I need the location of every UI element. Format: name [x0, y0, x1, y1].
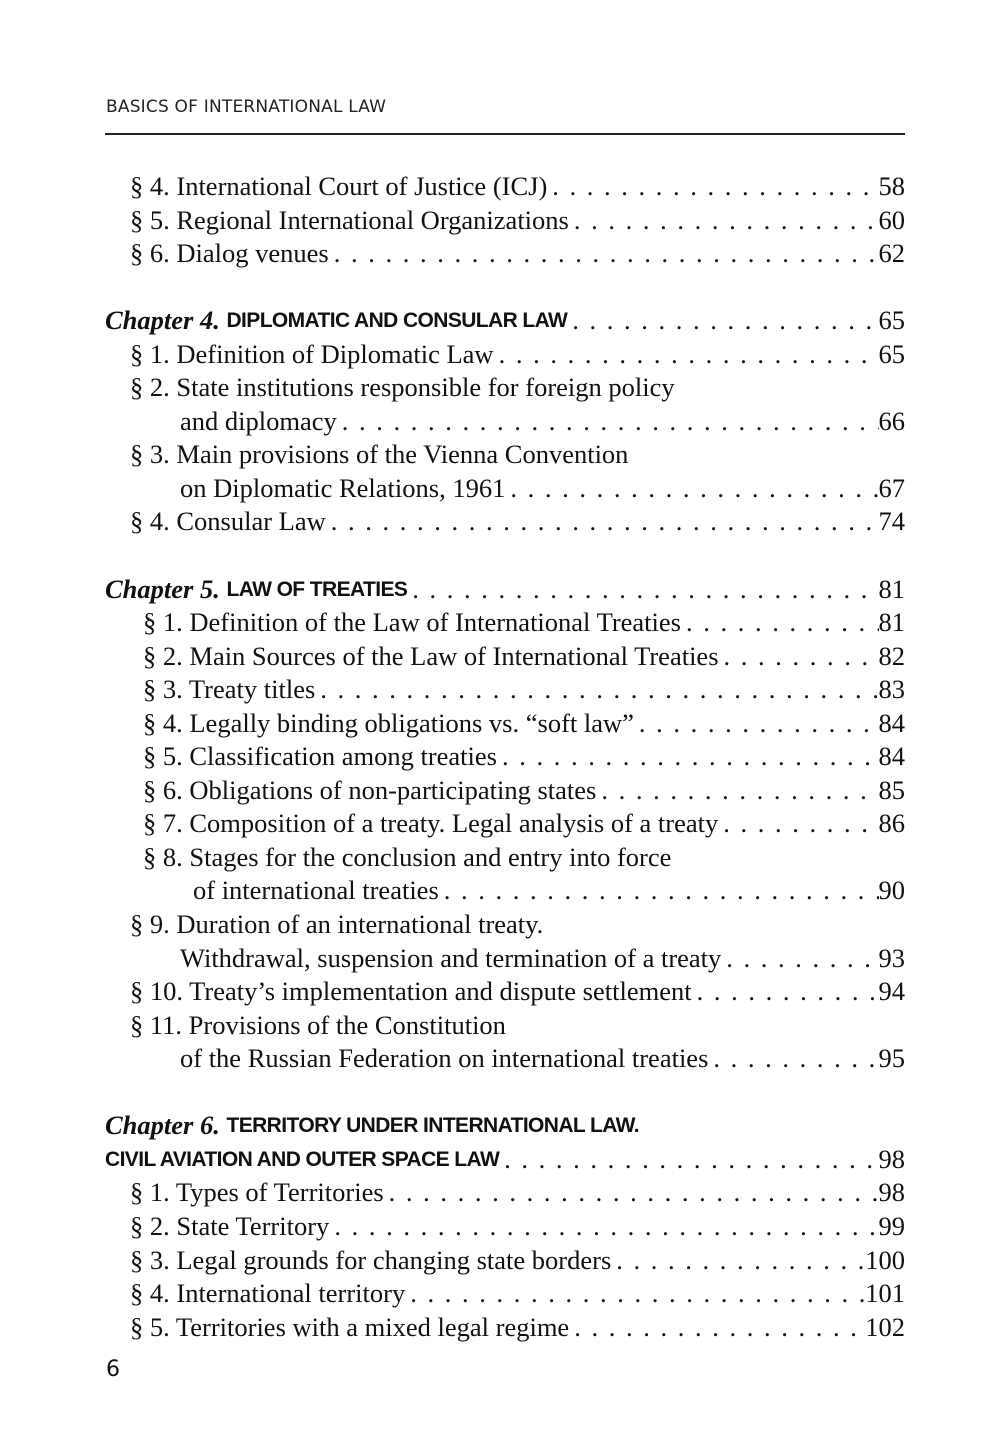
page-ref: 94 [878, 976, 905, 1007]
dot-leader [326, 505, 879, 539]
page-ref: 74 [878, 506, 905, 537]
page-ref: 60 [878, 204, 905, 235]
section-title: § 3. Treaty titles [143, 674, 316, 705]
section-title: § 1. Types of Territories [130, 1177, 384, 1208]
section-title: § 3. Main provisions of the Vienna Convention [130, 439, 629, 470]
dot-leader [329, 237, 879, 271]
dot-leader [499, 1143, 878, 1177]
section-title: § 5. Regional International Organizations [130, 204, 569, 235]
page-ref: 98 [878, 1177, 905, 1208]
toc-entry-line [105, 1176, 905, 1210]
section-title: § 2. State institutions responsible for foreign policy [130, 372, 675, 403]
dot-leader [596, 774, 878, 808]
section-title: § 1. Definition of Diplomatic Law [130, 338, 494, 369]
dot-leader [569, 1311, 865, 1345]
dot-leader [505, 472, 878, 506]
section-title: § 2. Main Sources of the Law of International Treaties [143, 640, 719, 671]
chapter-title: TERRITORY UNDER INTERNATIONAL LAW. [226, 1114, 639, 1138]
toc-entry-line [105, 807, 905, 841]
section-title: § 6. Dialog venues [130, 238, 329, 269]
toc-entry-line [105, 774, 905, 808]
page-ref: 85 [878, 774, 905, 805]
page-ref: 84 [878, 741, 905, 772]
page-ref: 65 [878, 338, 905, 369]
chapter-label: Chapter 5. [105, 573, 220, 604]
dot-leader [634, 707, 879, 741]
section-title: § 2. State Territory [130, 1210, 330, 1241]
dot-leader [718, 807, 878, 841]
section-title: § 5. Classification among treaties [143, 741, 497, 772]
dot-leader [405, 1277, 865, 1311]
toc-entry-line [105, 1009, 905, 1043]
page-ref: 66 [878, 405, 905, 436]
toc-entry-line [105, 338, 905, 372]
dot-leader [439, 874, 879, 908]
toc-entry-line [105, 405, 905, 439]
toc-entry-line [105, 170, 905, 204]
dot-leader [329, 1210, 878, 1244]
section-title: § 3. Legal grounds for changing state borders [130, 1244, 612, 1275]
toc-entry-line [105, 371, 905, 405]
dot-leader [497, 740, 879, 774]
dot-leader [494, 338, 879, 372]
section-title: § 8. Stages for the conclusion and entry into force [143, 841, 672, 872]
toc-entry-line [105, 841, 905, 875]
section-title: § 4. International territory [130, 1278, 406, 1309]
page-ref: 102 [865, 1311, 905, 1342]
section-title: § 5. Territories with a mixed legal regime [130, 1311, 570, 1342]
dot-leader [569, 204, 879, 238]
section-title: § 4. Consular Law [130, 506, 326, 537]
dot-leader [719, 640, 879, 674]
page-ref: 101 [865, 1278, 905, 1309]
section-title: and diplomacy [180, 405, 337, 436]
toc-entry-line [105, 237, 905, 271]
dot-leader [721, 942, 878, 976]
page-ref: 86 [878, 808, 905, 839]
toc-entry-line [105, 472, 905, 506]
dot-leader [407, 573, 878, 607]
section-title: Withdrawal, suspension and termination of a treaty [180, 942, 722, 973]
toc-entry-line [105, 606, 905, 640]
chapter-label: Chapter 4. [105, 305, 220, 336]
toc-entry-line [105, 1210, 905, 1244]
page-ref: 84 [878, 707, 905, 738]
section-title: § 1. Definition of the Law of International Treaties [143, 607, 681, 638]
section-title: § 4. International Court of Justice (ICJ) [130, 171, 548, 201]
chapter-title: LAW OF TREATIES [226, 577, 408, 601]
table-of-contents [105, 170, 905, 1344]
toc-entry-line [105, 505, 905, 539]
toc-entry-line [105, 640, 905, 674]
dot-leader [708, 1042, 878, 1076]
page-ref: 65 [878, 305, 905, 336]
chapter-title: DIPLOMATIC AND CONSULAR LAW [226, 309, 568, 333]
toc-entry-line [105, 1311, 905, 1345]
section-title: § 7. Composition of a treaty. Legal analysis of a treaty [143, 808, 719, 839]
page-ref: 95 [878, 1043, 905, 1074]
toc-entry-line [105, 1277, 905, 1311]
toc-entry-line [105, 673, 905, 707]
chapter-label: Chapter 6. [105, 1110, 220, 1141]
blank-line [105, 271, 905, 305]
toc-entry-line [105, 438, 905, 472]
toc-entry-line [105, 975, 905, 1009]
toc-entry-line [105, 874, 905, 908]
blank-line [105, 539, 905, 573]
chapter-title: CIVIL AVIATION AND OUTER SPACE LAW [105, 1147, 500, 1171]
page-number: 6 [106, 1357, 120, 1382]
page-ref: 81 [878, 573, 905, 604]
page-ref: 62 [878, 238, 905, 269]
toc-entry-line [105, 740, 905, 774]
dot-leader [567, 304, 878, 338]
page-ref: 58 [878, 171, 905, 201]
section-title: of the Russian Federation on international treaties [180, 1043, 709, 1074]
toc-entry-line [105, 1244, 905, 1278]
dot-leader [547, 170, 878, 204]
chapter-heading-line [105, 1109, 905, 1143]
page-ref: 99 [878, 1210, 905, 1241]
page-ref: 90 [878, 875, 905, 906]
dot-leader [337, 405, 879, 439]
header-rule [105, 133, 905, 135]
dot-leader [681, 606, 879, 640]
toc-entry-line [105, 942, 905, 976]
dot-leader [692, 975, 879, 1009]
running-header: BASICS OF INTERNATIONAL LAW [106, 97, 387, 117]
section-title: § 4. Legally binding obligations vs. “soft law” [143, 707, 634, 738]
page-ref: 93 [878, 942, 905, 973]
section-title: § 11. Provisions of the Constitution [130, 1009, 506, 1040]
page-ref: 82 [878, 640, 905, 671]
section-title: § 10. Treaty’s implementation and dispute settlement [130, 976, 692, 1007]
page-ref: 81 [878, 607, 905, 638]
toc-entry-line [105, 908, 905, 942]
chapter-heading-line [105, 1143, 905, 1177]
chapter-heading-line [105, 304, 905, 338]
page-ref: 67 [878, 472, 905, 503]
section-title: of international treaties [193, 875, 439, 906]
dot-leader [611, 1244, 865, 1278]
toc-entry-line [105, 1042, 905, 1076]
page-ref: 98 [878, 1143, 905, 1174]
toc-entry-line [105, 707, 905, 741]
chapter-heading-line [105, 573, 905, 607]
section-title: § 6. Obligations of non-participating states [143, 774, 597, 805]
page-ref: 83 [878, 674, 905, 705]
toc-entry-line [105, 204, 905, 238]
section-title: § 9. Duration of an international treaty. [130, 909, 544, 940]
dot-leader [384, 1176, 879, 1210]
dot-leader [315, 673, 878, 707]
page-ref: 100 [865, 1244, 905, 1275]
blank-line [105, 1076, 905, 1110]
section-title: on Diplomatic Relations, 1961 [180, 472, 506, 503]
